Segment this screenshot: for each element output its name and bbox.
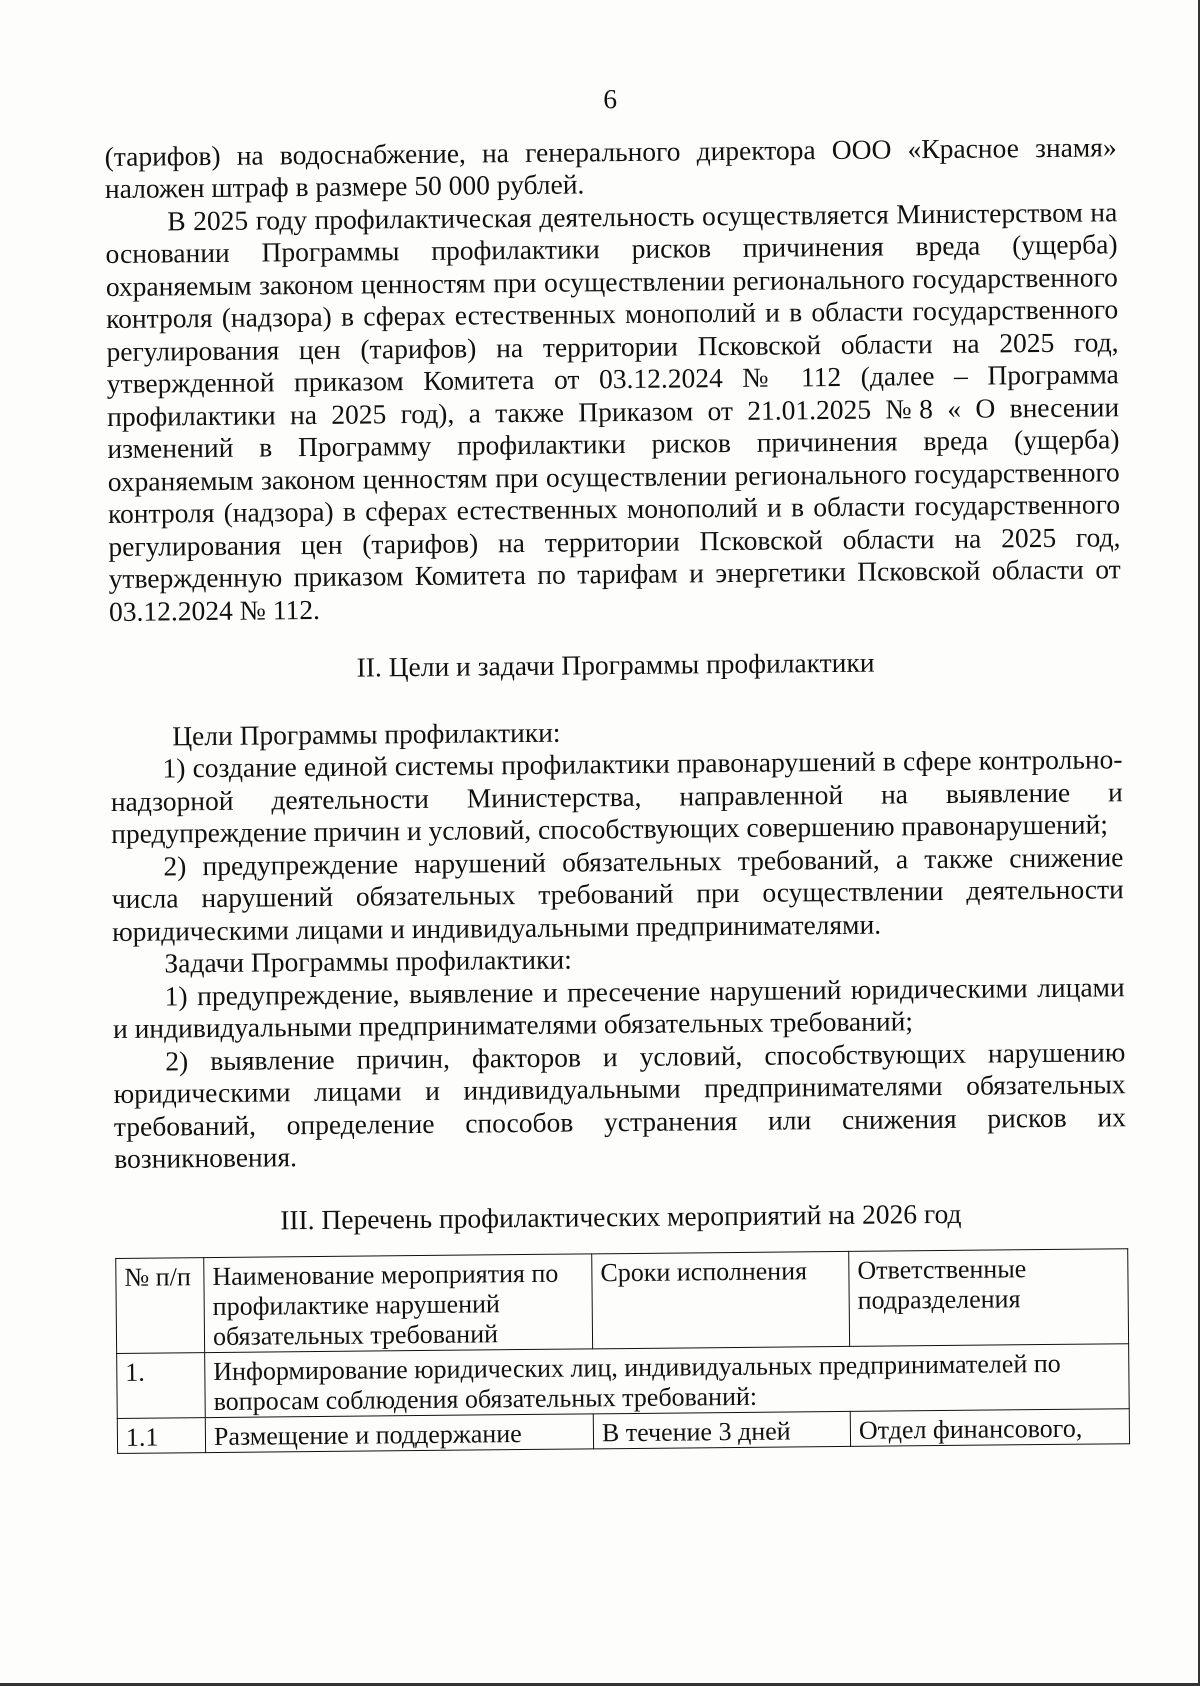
tasks-title: Задачи Программы профилактики:: [164, 943, 572, 979]
row-1-1-dept: Отдел финансового,: [850, 1409, 1129, 1447]
row-1-1-name: Размещение и поддержание: [205, 1414, 593, 1453]
header-responsible: Ответственные подразделения: [849, 1249, 1129, 1347]
row-1-text: Информирование юридических лиц, индивидуальных предпринимателей по вопросам соблюдения обязательных требований:: [205, 1344, 1130, 1418]
section-2-heading: II. Цели и задачи Программы профилактики: [356, 646, 875, 683]
goal-item-2: 2) предупреждение нарушений обязательных требований, а также снижение числа нарушений обязательных требований при осуществлении деятельности юридическими лицами и индивидуальными предпринимателями.: [111, 840, 1124, 947]
goal-item-1: 1) создание единой системы профилактики правонарушений в сфере контрольно-надзорной деятельности Министерства, направленной на выявление и предупреждение причин и условий, способствующих совершению правонарушений;: [110, 743, 1123, 849]
task-item-2: 2) выявление причин, факторов и условий, способствующих нарушению юридическими лицами и индивидуальными предпринимателями обязательных требований, определение способов устранения или снижения рисков их возникновения.: [113, 1035, 1127, 1174]
section-3-heading: III. Перечень профилактических мероприятий на 2026 год: [280, 1197, 962, 1235]
paragraph-continuation: (тарифов) на водоснабжение, на генерального директора ООО «Красное знамя» наложен штраф в размере 50 000 рублей.: [104, 130, 1117, 204]
table-row: [117, 1344, 1130, 1419]
task-item-1: 1) предупреждение, выявление и пресечение нарушений юридическими лицами и индивидуальными предпринимателями обязательных требований;: [112, 970, 1125, 1044]
header-num: № п/п: [116, 1258, 205, 1354]
document-content: [104, 78, 1129, 1454]
paragraph-prevention-2025: В 2025 году профилактическая деятельность осуществляется Министерством на основании Программы профилактики рисков причинения вреда (ущерба) охраняемым законом ценностям при осуществлении регионального государственного контроля (надзора) в сферах естественных монополий и в области государственного регулирования цен (тарифов) на территории Псковской области на 2025 год, утвержденной приказом Комитета от 03.12.2024 № 112 (далее – Программа профилактики на 2025 год), а также Приказом от 21.01.2025 №8 « О внесении изменений в Программу профилактики рисков причинения вреда (ущерба) охраняемым законом ценностям при осуществлении регионального государственного контроля (надзора) в сферах естественных монополий и в области государственного регулирования цен (тарифов) на территории Псковской области на 2025 год, утвержденную приказом Комитета по тарифам и энергетики Псковской области от 03.12.2024 № 112.: [105, 195, 1121, 627]
row-1-1-term: В течение 3 дней: [593, 1411, 850, 1448]
header-measure-name: Наименование мероприятия по профилактике нарушений обязательных требований: [204, 1254, 593, 1353]
header-deadline: Сроки исполнения: [592, 1251, 850, 1348]
page-number: 6: [603, 83, 618, 115]
goals-title: Цели Программы профилактики:: [172, 716, 561, 751]
measures-table: [115, 1248, 1130, 1454]
table-header-row: [116, 1249, 1129, 1354]
row-1-1-num: 1.1: [117, 1418, 205, 1454]
row-1-num: 1.: [117, 1353, 206, 1419]
